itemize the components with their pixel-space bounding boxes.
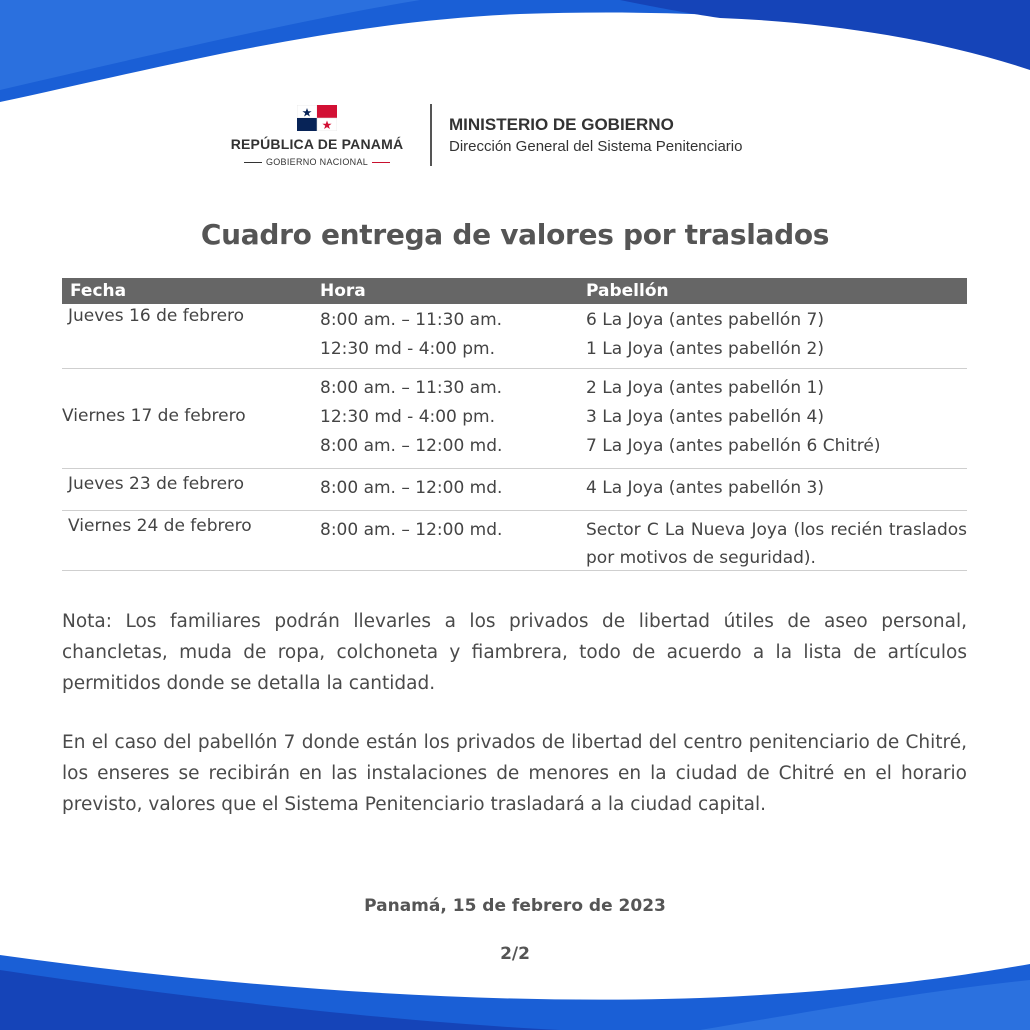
header-fecha: Fecha [70, 281, 127, 301]
republic-name: REPÚBLICA DE PANAMÁ [230, 136, 404, 152]
chitre-paragraph: En el caso del pabellón 7 donde están los privados de libertad del centro penitenciario de Chitré, los enseres se recibirán en las instalaciones de menores en la ciudad de Chitré en el horario previsto, valores que el Sistema Penitenciario trasladará a la ciudad capital. [62, 732, 967, 815]
note-paragraph: Nota: Los familiares podrán llevarles a los privados de libertad útiles de aseo personal, chancletas, muda de ropa, colchoneta y fiambrera, todo de acuerdo a la lista de artículos permitidos donde se detalla la cantidad. [62, 611, 967, 694]
schedule-table [62, 278, 967, 571]
row-hours [320, 306, 502, 364]
pavilion-line: 1 La Joya (antes pabellón 2) [586, 339, 824, 359]
table-row [62, 304, 967, 369]
row-date: Jueves 23 de febrero [68, 474, 245, 494]
hour-line: 8:00 am. – 12:00 md. [320, 520, 503, 540]
panama-flag-icon [297, 105, 337, 131]
header-divider [430, 104, 432, 166]
document-date: Panamá, 15 de febrero de 2023 [364, 896, 666, 916]
pavilion-line: Sector C La Nueva Joya (los recién traslados por motivos de seguridad). [586, 520, 967, 568]
row-hours [320, 374, 502, 461]
bottom-wave-decoration [0, 950, 1030, 1030]
dash-right [372, 162, 390, 163]
ministry-name: MINISTERIO DE GOBIERNO [449, 115, 674, 134]
row-date: Viernes 24 de febrero [68, 516, 252, 536]
header-pabellon: Pabellón [586, 281, 669, 301]
page-header [0, 100, 1030, 180]
hour-line: 8:00 am. – 11:30 am. [320, 310, 503, 330]
hour-line: 8:00 am. – 12:00 md. [320, 436, 503, 456]
pavilion-line: 6 La Joya (antes pabellón 7) [586, 310, 824, 330]
hour-line: 12:30 md - 4:00 pm. [320, 339, 496, 359]
row-pavilions [586, 516, 967, 572]
header-hora: Hora [320, 281, 366, 301]
hour-line: 8:00 am. – 12:00 md. [320, 478, 503, 498]
pavilion-line: 2 La Joya (antes pabellón 1) [586, 378, 824, 398]
direction-name: Dirección General del Sistema Penitenciario [449, 138, 743, 155]
government-text: GOBIERNO NACIONAL [265, 157, 369, 167]
row-date: Jueves 16 de febrero [68, 306, 245, 326]
hour-line: 12:30 md - 4:00 pm. [320, 407, 496, 427]
pavilion-line: 3 La Joya (antes pabellón 4) [586, 407, 824, 427]
table-row [62, 469, 967, 511]
row-hours [320, 516, 502, 545]
row-hours [320, 474, 502, 503]
document-title: Cuadro entrega de valores por traslados [200, 218, 830, 251]
hour-line: 8:00 am. – 11:30 am. [320, 378, 503, 398]
row-pavilions [586, 374, 967, 461]
table-row [62, 511, 967, 571]
page-number: 2/2 [500, 944, 530, 964]
government-label [222, 157, 412, 167]
pavilion-line: 4 La Joya (antes pabellón 3) [586, 478, 824, 498]
table-row [62, 369, 967, 469]
table-header-row [62, 278, 967, 304]
dash-left [244, 162, 262, 163]
row-pavilions [586, 306, 967, 364]
row-pavilions [586, 474, 967, 503]
top-wave-decoration [0, 0, 1030, 110]
row-date: Viernes 17 de febrero [62, 406, 246, 426]
pavilion-line: 7 La Joya (antes pabellón 6 Chitré) [586, 436, 881, 456]
